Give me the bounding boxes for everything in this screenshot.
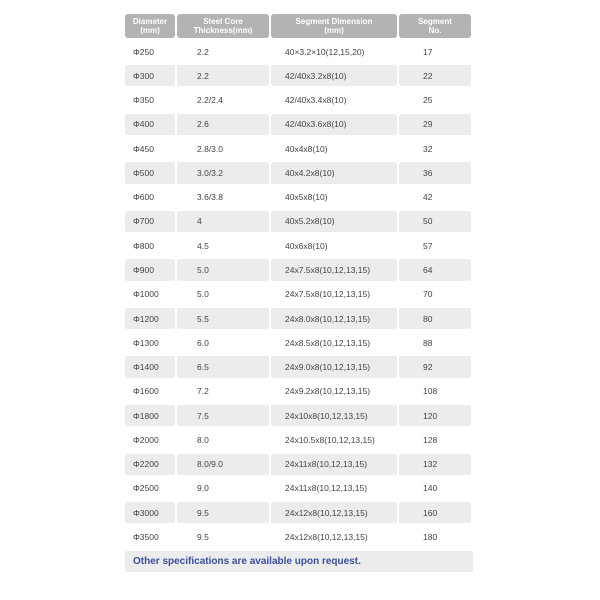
diameter-cell: Φ350 xyxy=(133,95,154,106)
dimension-cell: 40x5.2x8(10) xyxy=(271,211,397,232)
diameter-cell: Φ1600 xyxy=(133,386,159,397)
diameter-cell: Φ600 xyxy=(133,192,154,203)
thickness-cell: 4.5 xyxy=(197,240,209,251)
diameter-cell: Φ2500 xyxy=(133,483,159,494)
dimension-cell: 24x11x8(10,12,13,15) xyxy=(285,483,368,494)
thickness-cell: 5.0 xyxy=(177,259,269,280)
dimension-cell: 24x12x8(10,12,13,15) xyxy=(285,531,368,542)
diameter-cell: Φ900 xyxy=(125,259,175,280)
dimension-cell: 42/40x3.4x8(10) xyxy=(285,95,347,106)
segment-no-cell: 140 xyxy=(423,483,438,494)
segment-no-cell: 64 xyxy=(399,259,471,280)
diameter-cell: Φ450 xyxy=(133,143,154,154)
thickness-cell: 7.2 xyxy=(197,386,209,397)
thickness-cell: 8.0 xyxy=(197,434,209,445)
diameter-cell: Φ2000 xyxy=(133,434,159,445)
table-row xyxy=(125,454,473,475)
diameter-cell: Φ1800 xyxy=(125,405,175,426)
diameter-cell: Φ700 xyxy=(125,211,175,232)
diameter-cell: Φ800 xyxy=(133,240,154,251)
spec-table xyxy=(125,14,473,572)
diameter-cell: Φ500 xyxy=(125,162,175,183)
thickness-cell: 8.0/9.0 xyxy=(177,454,269,475)
segment-no-cell: 180 xyxy=(423,531,438,542)
thickness-cell: 6.5 xyxy=(177,356,269,377)
thickness-cell: 2.8/3.0 xyxy=(197,143,223,154)
thickness-cell: 2.2/2.4 xyxy=(197,95,223,106)
header-segment-dimension: Segment Dimension (mm) xyxy=(271,14,397,38)
thickness-cell: 2.2 xyxy=(177,65,269,86)
diameter-cell: Φ3000 xyxy=(125,502,175,523)
dimension-cell: 24x10.5x8(10,12,13,15) xyxy=(285,434,375,445)
segment-no-cell: 70 xyxy=(423,289,433,300)
thickness-cell: 4 xyxy=(177,211,269,232)
table-body xyxy=(125,41,473,548)
table-row xyxy=(125,332,473,353)
thickness-cell: 6.0 xyxy=(197,337,209,348)
thickness-cell: 3.6/3.8 xyxy=(197,192,223,203)
segment-no-cell: 29 xyxy=(399,114,471,135)
diameter-cell: Φ400 xyxy=(125,114,175,135)
thickness-cell: 2.6 xyxy=(177,114,269,135)
dimension-cell: 24x7.5x8(10,12,13,15) xyxy=(285,289,371,300)
segment-no-cell: 42 xyxy=(423,192,433,203)
table-row xyxy=(125,41,473,62)
table-row xyxy=(125,284,473,305)
dimension-cell: 40×3.2×10(12,15,20) xyxy=(285,46,365,57)
thickness-cell: 5.5 xyxy=(177,308,269,329)
segment-no-cell: 57 xyxy=(423,240,433,251)
dimension-cell: 24x9.0x8(10,12,13,15) xyxy=(271,356,397,377)
header-segment-no: Segment No. xyxy=(399,14,471,38)
diameter-cell: Φ2200 xyxy=(125,454,175,475)
diameter-cell: Φ1200 xyxy=(125,308,175,329)
table-row xyxy=(125,138,473,159)
segment-no-cell: 128 xyxy=(423,434,438,445)
segment-no-cell: 92 xyxy=(399,356,471,377)
diameter-cell: Φ250 xyxy=(133,46,154,57)
dimension-cell: 24x10x8(10,12,13,15) xyxy=(271,405,397,426)
table-row xyxy=(125,162,473,183)
diameter-cell: Φ1400 xyxy=(125,356,175,377)
segment-no-cell: 160 xyxy=(399,502,471,523)
thickness-cell: 9.5 xyxy=(177,502,269,523)
table-row xyxy=(125,308,473,329)
segment-no-cell: 120 xyxy=(399,405,471,426)
segment-no-cell: 17 xyxy=(423,46,433,57)
dimension-cell: 24x9.2x8(10,12,13,15) xyxy=(285,386,371,397)
thickness-cell: 2.2 xyxy=(197,46,209,57)
footer-note: Other specifications are available upon request. xyxy=(125,551,473,572)
segment-no-cell: 132 xyxy=(399,454,471,475)
dimension-cell: 24x8.5x8(10,12,13,15) xyxy=(285,337,371,348)
dimension-cell: 40x5x8(10) xyxy=(285,192,328,203)
diameter-cell: Φ1300 xyxy=(133,337,159,348)
diameter-cell: Φ1000 xyxy=(133,289,159,300)
thickness-cell: 5.0 xyxy=(197,289,209,300)
table-row xyxy=(125,502,473,523)
table-row xyxy=(125,405,473,426)
thickness-cell: 9.0 xyxy=(197,483,209,494)
dimension-cell: 40x6x8(10) xyxy=(285,240,328,251)
dimension-cell: 24x8.0x8(10,12,13,15) xyxy=(271,308,397,329)
diameter-cell: Φ3500 xyxy=(133,531,159,542)
segment-no-cell: 32 xyxy=(423,143,433,154)
segment-no-cell: 22 xyxy=(399,65,471,86)
thickness-cell: 3.0/3.2 xyxy=(177,162,269,183)
segment-no-cell: 25 xyxy=(423,95,433,106)
table-row xyxy=(125,356,473,377)
table-row xyxy=(125,235,473,256)
thickness-cell: 7.5 xyxy=(177,405,269,426)
dimension-cell: 40x4x8(10) xyxy=(285,143,328,154)
dimension-cell: 24x11x8(10,12,13,15) xyxy=(271,454,397,475)
table-row xyxy=(125,65,473,86)
segment-no-cell: 88 xyxy=(423,337,433,348)
dimension-cell: 42/40x3.2x8(10) xyxy=(271,65,397,86)
table-row xyxy=(125,478,473,499)
table-row xyxy=(125,526,473,547)
table-row xyxy=(125,114,473,135)
table-row xyxy=(125,381,473,402)
table-row xyxy=(125,259,473,280)
segment-no-cell: 108 xyxy=(423,386,438,397)
header-diameter: Diameter (mm) xyxy=(125,14,175,38)
segment-no-cell: 36 xyxy=(399,162,471,183)
dimension-cell: 42/40x3.6x8(10) xyxy=(271,114,397,135)
table-header-row xyxy=(125,14,473,38)
dimension-cell: 24x7.5x8(10,12,13,15) xyxy=(271,259,397,280)
table-row xyxy=(125,187,473,208)
segment-no-cell: 50 xyxy=(399,211,471,232)
header-steel-core-thickness: Steel Core Thickness(mm) xyxy=(177,14,269,38)
table-row xyxy=(125,211,473,232)
dimension-cell: 24x12x8(10,12,13,15) xyxy=(271,502,397,523)
segment-no-cell: 80 xyxy=(399,308,471,329)
table-row xyxy=(125,429,473,450)
dimension-cell: 40x4.2x8(10) xyxy=(271,162,397,183)
thickness-cell: 9.5 xyxy=(197,531,209,542)
table-row xyxy=(125,90,473,111)
diameter-cell: Φ300 xyxy=(125,65,175,86)
